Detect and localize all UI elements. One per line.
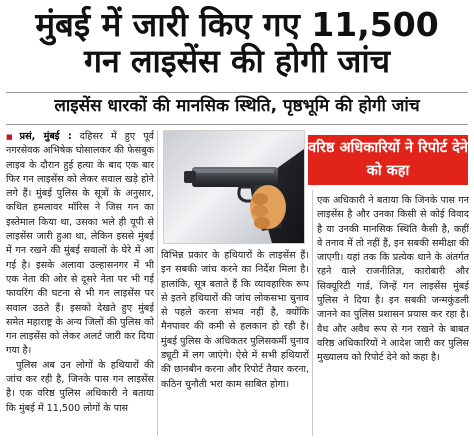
bullet-icon: ■: [6, 133, 18, 141]
subheadline: लाइसेंस धारकों की मानसिक स्थिति, पृष्ठभूमि की होगी जांच: [54, 96, 420, 116]
article-column-3: [317, 194, 469, 437]
highlight-callout: वरिष्ठ अधिकारियों ने रिपोर्ट देने को कहा: [308, 135, 468, 185]
dateline: प्रसं, मुंबई :: [19, 131, 72, 142]
headline-line-1: मुंबई में जारी किए गए 11,500: [35, 5, 439, 44]
divider-bottom: [6, 124, 468, 125]
column-3-text: एक अधिकारी ने बताया कि जिनके पास गन लाइसेंस है और उनका किसी से कोई विवाद है या उनकी मानसिक स्थिति कैसी है, कहीं वे तनाव में तो नहीं हैं, इन सबकी समीक्षा की जाएगी। यहां तक कि प्रत्येक थाने के अंतर्गत रहने वाले राजनीतिज्ञ, कारोबारी और सिक्यूरिटी गार्ड, जिन्हें गन लाइसेंस मुंबई पुलिस ने दिया है। इन सबकी जन्मकुंडली जानने का पुलिस प्रशासन प्रयास कर रहा है। वैध और अवैध रूप से गन रखने के बाबत वरिष्ठ अधिकारियों ने आदेश जारी कर पुलिस मुख्यालय को रिपोर्ट देने को कहा है।: [317, 195, 469, 364]
divider-top: [6, 92, 468, 93]
column-rule-2: [312, 190, 313, 436]
article-column-2: [161, 249, 309, 437]
article-paragraph: पुलिस अब उन लोगों के हथियारों की जांच कर रही है, जिनके पास गन लाइसेंस है। एक वरिष्ठ पुलिस अधिकारी ने बताया कि मुंबई में 11,500 लोगों के पास: [6, 359, 154, 414]
article-paragraph: [6, 130, 154, 359]
article-column-1: [6, 130, 154, 436]
pistol-icon: [164, 131, 304, 243]
column-rule-1: [157, 130, 158, 436]
headline-line-2: गन लाइसेंस की होगी जांच: [83, 42, 391, 80]
pistol-in-hand-photo: [163, 130, 305, 244]
column-2-text: विभिन्न प्रकार के हथियारों के लाइसेंस हैं। इन सबकी जांच करने का निर्देश मिला है। हालांकि, सूत्र बताते हैं कि व्यावहारिक रूप से इतने हथियारों की जांच लोकसभा चुनाव से पहले करना संभव नहीं है, क्योंकि मैनपावर की कमी से हलकान हो रही है। मुंबई पुलिस के अधिकतर पुलिसकर्मी चुनाव ड्यूटी में लग जाएंगे। ऐसे में सभी हथियारों की छानबीन करना और रिपोर्ट तैयार करना, कठिन चुनौती भरा काम साबित होगा।: [161, 250, 309, 390]
column-1-text: दहिसर में हुए पूर्व नगरसेवक अभिषेक घोसालकर की फेसबुक लाइव के दौरान हुई हत्या के बाद एक बार फिर गन लाइसेंस को लेकर सवाल खड़े होने लगे हैं। मुंबई पुलिस के सूत्रों के अनुसार, कथित हमलावर मॉरिस ने जिस गन का इस्तेमाल किया था, उसका भले ही यूपी से लाइसेंस जारी हुआ था, लेकिन इससे मुंबई में गन रखने की मुंबई सवालों के घेरे में आ गई है। इसके अलावा उल्हासनगर में भी एक नेता की ओर से दूसरे नेता पर भी गई फायरिंग की घटना से भी गन लाइसेंस पर सवाल उठते हैं। इसको देखते हुए मुंबई समेत महाराष्ट्र के अन्य जिलों की पुलिस को गन लाइसेंस को लेकर अलर्ट जारी कर दिया गया है।: [6, 131, 154, 357]
